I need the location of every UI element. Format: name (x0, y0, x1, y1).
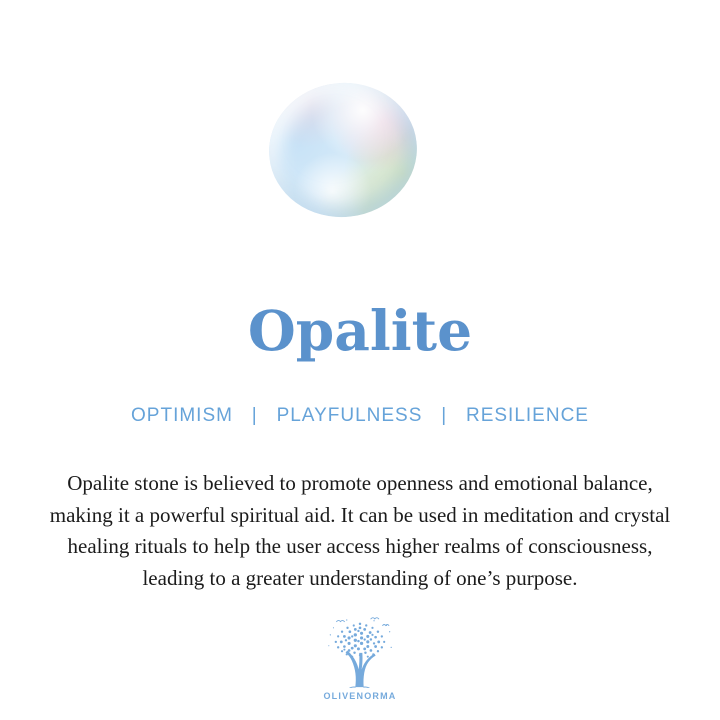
brand-name: OLIVENORMA (323, 691, 397, 701)
traits-line: OPTIMISM | PLAYFULNESS | RESILIENCE (131, 405, 589, 426)
description-line-1: Opalite stone is believed to promote openness and emotional balance, (67, 471, 653, 495)
brand-logo (0, 616, 720, 701)
description-line-2: making it a powerful spiritual aid. It can be used in meditation and crystal (49, 502, 671, 527)
description-line-4: leading to a greater understanding of one’s purpose. (142, 566, 578, 591)
description-line-3: healing rituals to help the user access higher realms of consciousness, (67, 534, 653, 559)
description-paragraph (0, 468, 720, 595)
bird-icon (337, 620, 345, 621)
olive-tree-icon (321, 616, 399, 688)
bird-icon (383, 625, 389, 626)
bird-icon (371, 618, 379, 619)
page-title: Opalite (247, 298, 473, 363)
opalite-stone-image (262, 76, 423, 225)
